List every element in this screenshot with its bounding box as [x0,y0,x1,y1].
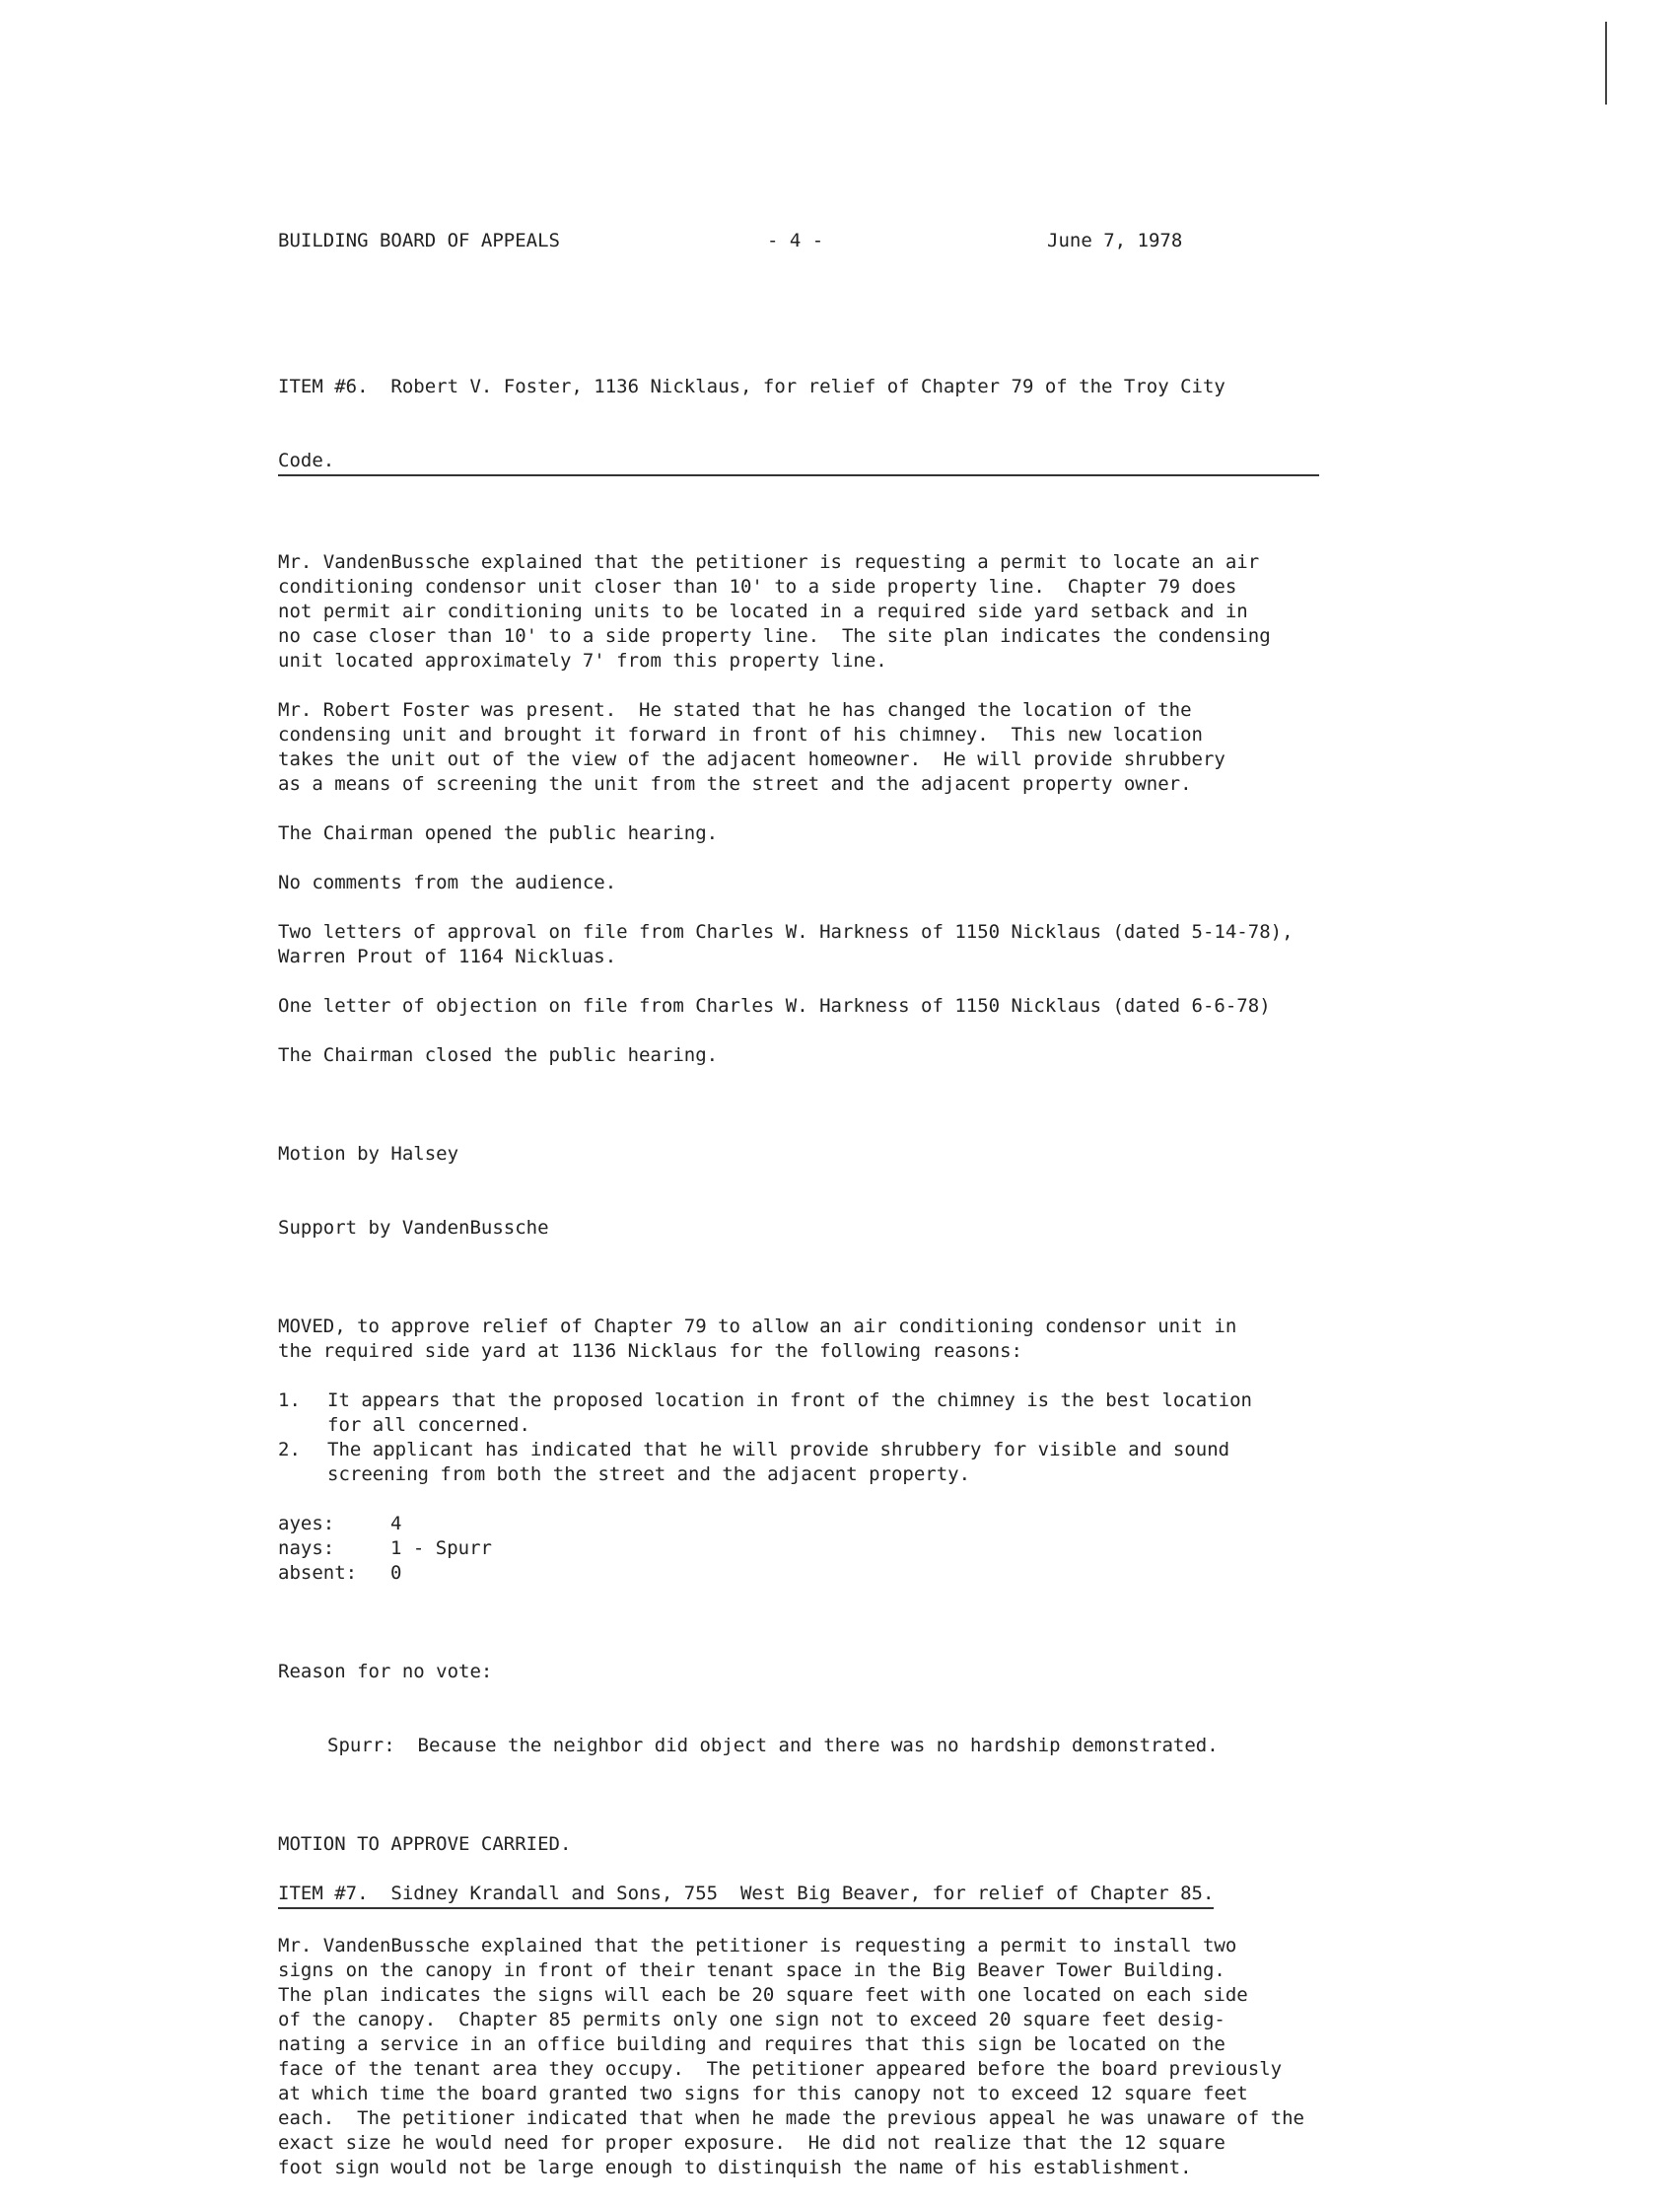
motion-by: Motion by Halsey [278,1143,459,1165]
vote-value: 0 [390,1562,402,1584]
board-name: BUILDING BOARD OF APPEALS [278,230,560,251]
item-6-explanation: Mr. VandenBussche explained that the petitioner is requesting a permit to locate an air conditioning condensor unit closer than 10' to a side property line. Chapter 79 does not permit air conditioning units to be located in a required side yard setback and in no case closer than 10' to a side property line. The site plan indicates the condensing unit located approximately 7' from this property line. [278,551,1271,672]
motion-result: MOTION TO APPROVE CARRIED. [278,1833,572,1855]
reasons-list [278,1388,1412,1487]
no-vote-reason [278,1610,1412,1808]
hearing-closed: The Chairman closed the public hearing. [278,1044,719,1066]
motion-block [278,1093,1412,1290]
reason-item [278,1438,1412,1487]
vote-label: nays: [278,1537,335,1559]
margin-marks [1605,22,1609,105]
reason-number: 2. [278,1439,301,1460]
meeting-date: June 7, 1978 [1047,230,1183,251]
vote-row-ayes [278,1512,1412,1536]
moved-statement: MOVED, to approve relief of Chapter 79 to allow an air conditioning condensor unit in the required side yard at 1136 Nicklaus for the following reasons: [278,1316,1237,1362]
hearing-opened: The Chairman opened the public hearing. [278,822,719,844]
vote-value: 1 - Spurr [390,1537,492,1559]
item-6-heading-line-2: Code. [278,449,1319,476]
reason-text: It appears that the proposed location in front of the chimney is the best location for all concerned. [327,1389,1252,1436]
support-by: Support by VandenBussche [278,1217,549,1239]
item-6-heading-line-1: ITEM #6. Robert V. Foster, 1136 Nicklaus, for relief of Chapter 79 of the Troy City [278,376,1225,397]
reason-text: The applicant has indicated that he will provide shrubbery for visible and sound screening from both the street and the adjacent property. [327,1439,1230,1485]
vote-tally [278,1512,1412,1586]
page-header [278,229,1205,254]
vote-value: 4 [390,1513,402,1534]
vote-row-nays [278,1536,1412,1561]
letters-of-approval: Two letters of approval on file from Charles W. Harkness of 1150 Nicklaus (dated 5-14-78), Warren Prout of 1164 Nickluas. [278,921,1294,967]
reason-item [278,1388,1412,1438]
audience-comments: No comments from the audience. [278,872,617,893]
item-7-explanation: Mr. VandenBussche explained that the petitioner is requesting a permit to install two signs on the canopy in front of their tenant space in the Big Beaver Tower Building. The plan indicates the signs will each be 20 square feet with one located on each side of the canopy. Chapter 85 permits only one sign not to exceed 20 square feet desig- nating a service in an office building and requires that this sign be located on the face of the tenant area they occupy. The petitioner appeared before the board previously at which time the board granted two signs for this canopy not to exceed 12 square feet each. The petitioner indicated that when he made the previous appeal he was unaware of the exact size he would need for proper exposure. He did not realize that the 12 square foot sign would not be large enough to distinquish the name of his establishment. [278,1935,1304,2178]
item-6-heading [278,325,1412,526]
page-number: - 4 - [767,230,824,251]
vote-label: ayes: [278,1513,335,1534]
no-vote-heading: Reason for no vote: [278,1661,493,1682]
item-7-heading: ITEM #7. Sidney Krandall and Sons, 755 West Big Beaver, for relief of Chapter 85. [278,1882,1214,1909]
vote-row-absent [278,1561,1412,1586]
reason-number: 1. [278,1389,301,1411]
letter-of-objection: One letter of objection on file from Charles W. Harkness of 1150 Nicklaus (dated 6-6-78) [278,995,1271,1017]
minutes-body [278,325,1412,2205]
vote-label: absent: [278,1562,358,1584]
item-6-petitioner-statement: Mr. Robert Foster was present. He stated that he has changed the location of the condensing unit and brought it forward in front of his chimney. This new location takes the unit out of the view of the adjacent homeowner. He will provide shrubbery as a means of screening the unit from the street and the adjacent property owner. [278,699,1225,795]
no-vote-text: Spurr: Because the neighbor did object and there was no hardship demonstrated. [327,1735,1219,1756]
